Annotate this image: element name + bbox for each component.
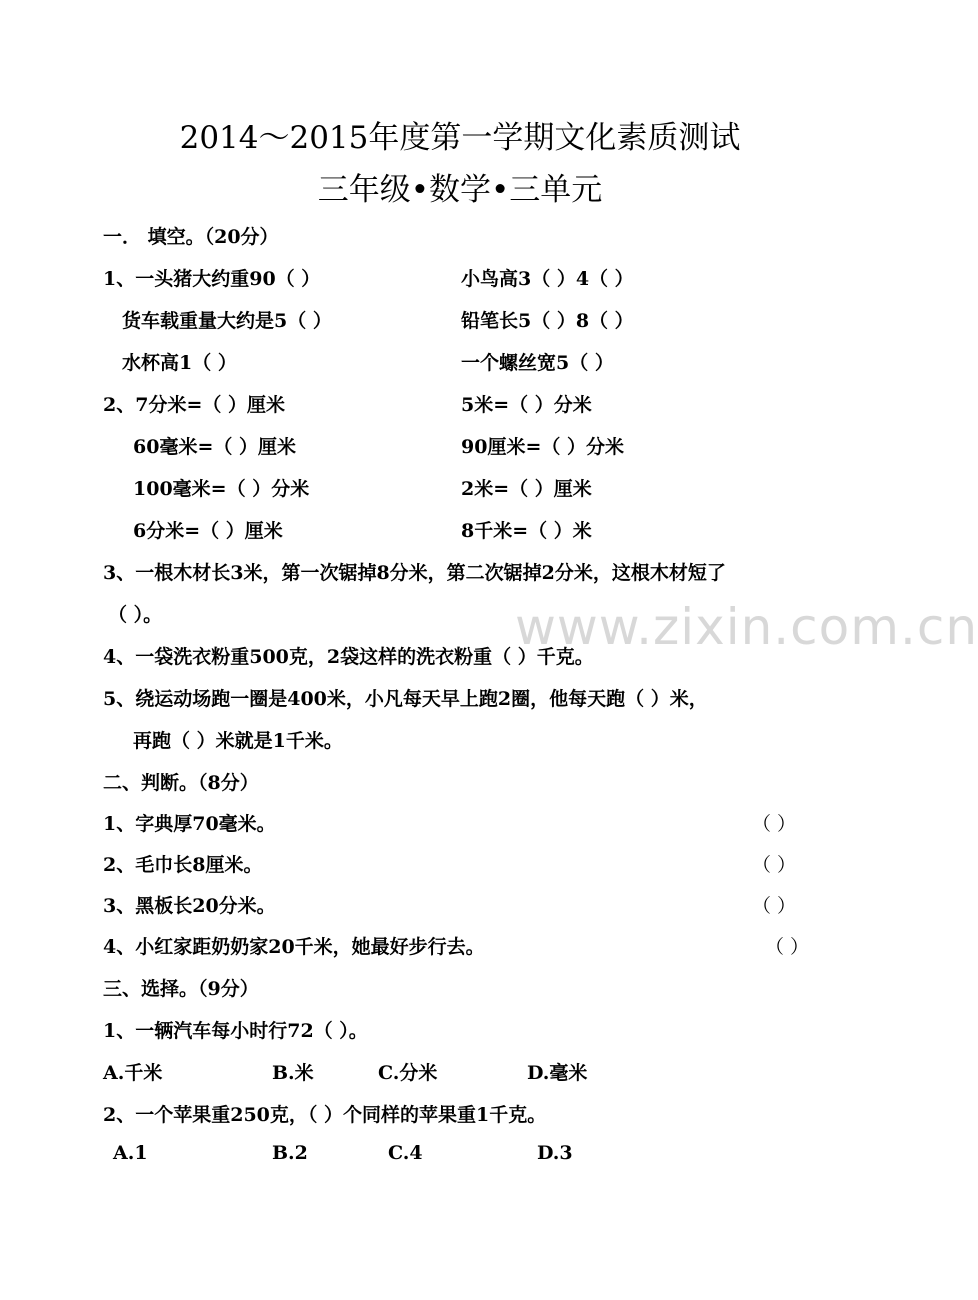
- q5-line-2: 再跑（ ）米就是1千米。: [133, 730, 343, 752]
- section-3-heading: 三、选择。（9分）: [103, 978, 259, 1000]
- judge-item-2: 2、毛巾长8厘米。: [103, 854, 263, 876]
- q5-line-1: 5、绕运动场跑一圈是400米，小凡每天早上跑2圈，他每天跑（ ）米，: [103, 688, 708, 710]
- page-title: 2014～2015年度第一学期文化素质测试: [179, 120, 741, 156]
- choice-q2-option-d: D.3: [537, 1142, 573, 1164]
- choice-q1-option-b: B.米: [272, 1062, 314, 1084]
- choice-q1-option-d: D.毫米: [527, 1062, 588, 1084]
- q2-item-d: 90厘米=（ ）分米: [461, 436, 624, 458]
- q1-item-screw: 一个螺丝宽5（ ）: [461, 352, 614, 374]
- choice-q1-option-c: C.分米: [378, 1062, 438, 1084]
- q1-item-bird: 小鸟高3（ ）4（ ）: [461, 268, 634, 290]
- q1-item-pencil: 铅笔长5（ ）8（ ）: [461, 310, 634, 332]
- q2-item-e: 100毫米=（ ）分米: [133, 478, 310, 500]
- choice-q1-option-a: A.千米: [103, 1062, 163, 1084]
- q2-item-g: 6分米=（ ）厘米: [133, 520, 283, 542]
- choice-q2-option-b: B.2: [272, 1142, 308, 1164]
- q1-item-cup: 水杯高1（ ）: [122, 352, 237, 374]
- q2-item-b: 5米=（ ）分米: [461, 394, 592, 416]
- choice-q2-text: 2、一个苹果重250克，（ ）个同样的苹果重1千克。: [103, 1104, 547, 1126]
- q2-item-c: 60毫米=（ ）厘米: [133, 436, 296, 458]
- q1-item-pig: 1、一头猪大约重90（ ）: [103, 268, 321, 290]
- q4-text: 4、一袋洗衣粉重500克，2袋这样的洗衣粉重（ ）千克。: [103, 646, 594, 668]
- q2-item-h: 8千米=（ ）米: [461, 520, 592, 542]
- site-watermark: www.zixin.com.cn: [515, 598, 978, 656]
- section-2-heading: 二、判断。（8分）: [103, 772, 259, 794]
- q3-line-1: 3、一根木材长3米，第一次锯掉8分米，第二次锯掉2分米，这根木材短了: [103, 562, 726, 584]
- q1-item-truck: 货车载重量大约是5（ ）: [122, 310, 332, 332]
- section-1-heading: 一． 填空。（20分）: [103, 226, 279, 248]
- q2-item-f: 2米=（ ）厘米: [461, 478, 592, 500]
- q3-line-2: （ ）。: [108, 604, 163, 626]
- judge-item-1: 1、字典厚70毫米。: [103, 813, 276, 835]
- page-subtitle: 三年级•数学•三单元: [317, 172, 603, 208]
- q2-item-a: 2、7分米=（ ）厘米: [103, 394, 285, 416]
- judge-item-4: 4、小红家距奶奶家20千米，她最好步行去。: [103, 936, 485, 958]
- judge-paren-4: （ ）: [765, 936, 810, 958]
- judge-paren-2: （ ）: [752, 854, 797, 876]
- judge-paren-3: （ ）: [752, 895, 797, 917]
- judge-paren-1: （ ）: [752, 813, 797, 835]
- choice-q2-option-a: A.1: [113, 1142, 148, 1164]
- choice-q1-text: 1、一辆汽车每小时行72（ ）。: [103, 1020, 368, 1042]
- choice-q2-option-c: C.4: [388, 1142, 423, 1164]
- judge-item-3: 3、黑板长20分米。: [103, 895, 276, 917]
